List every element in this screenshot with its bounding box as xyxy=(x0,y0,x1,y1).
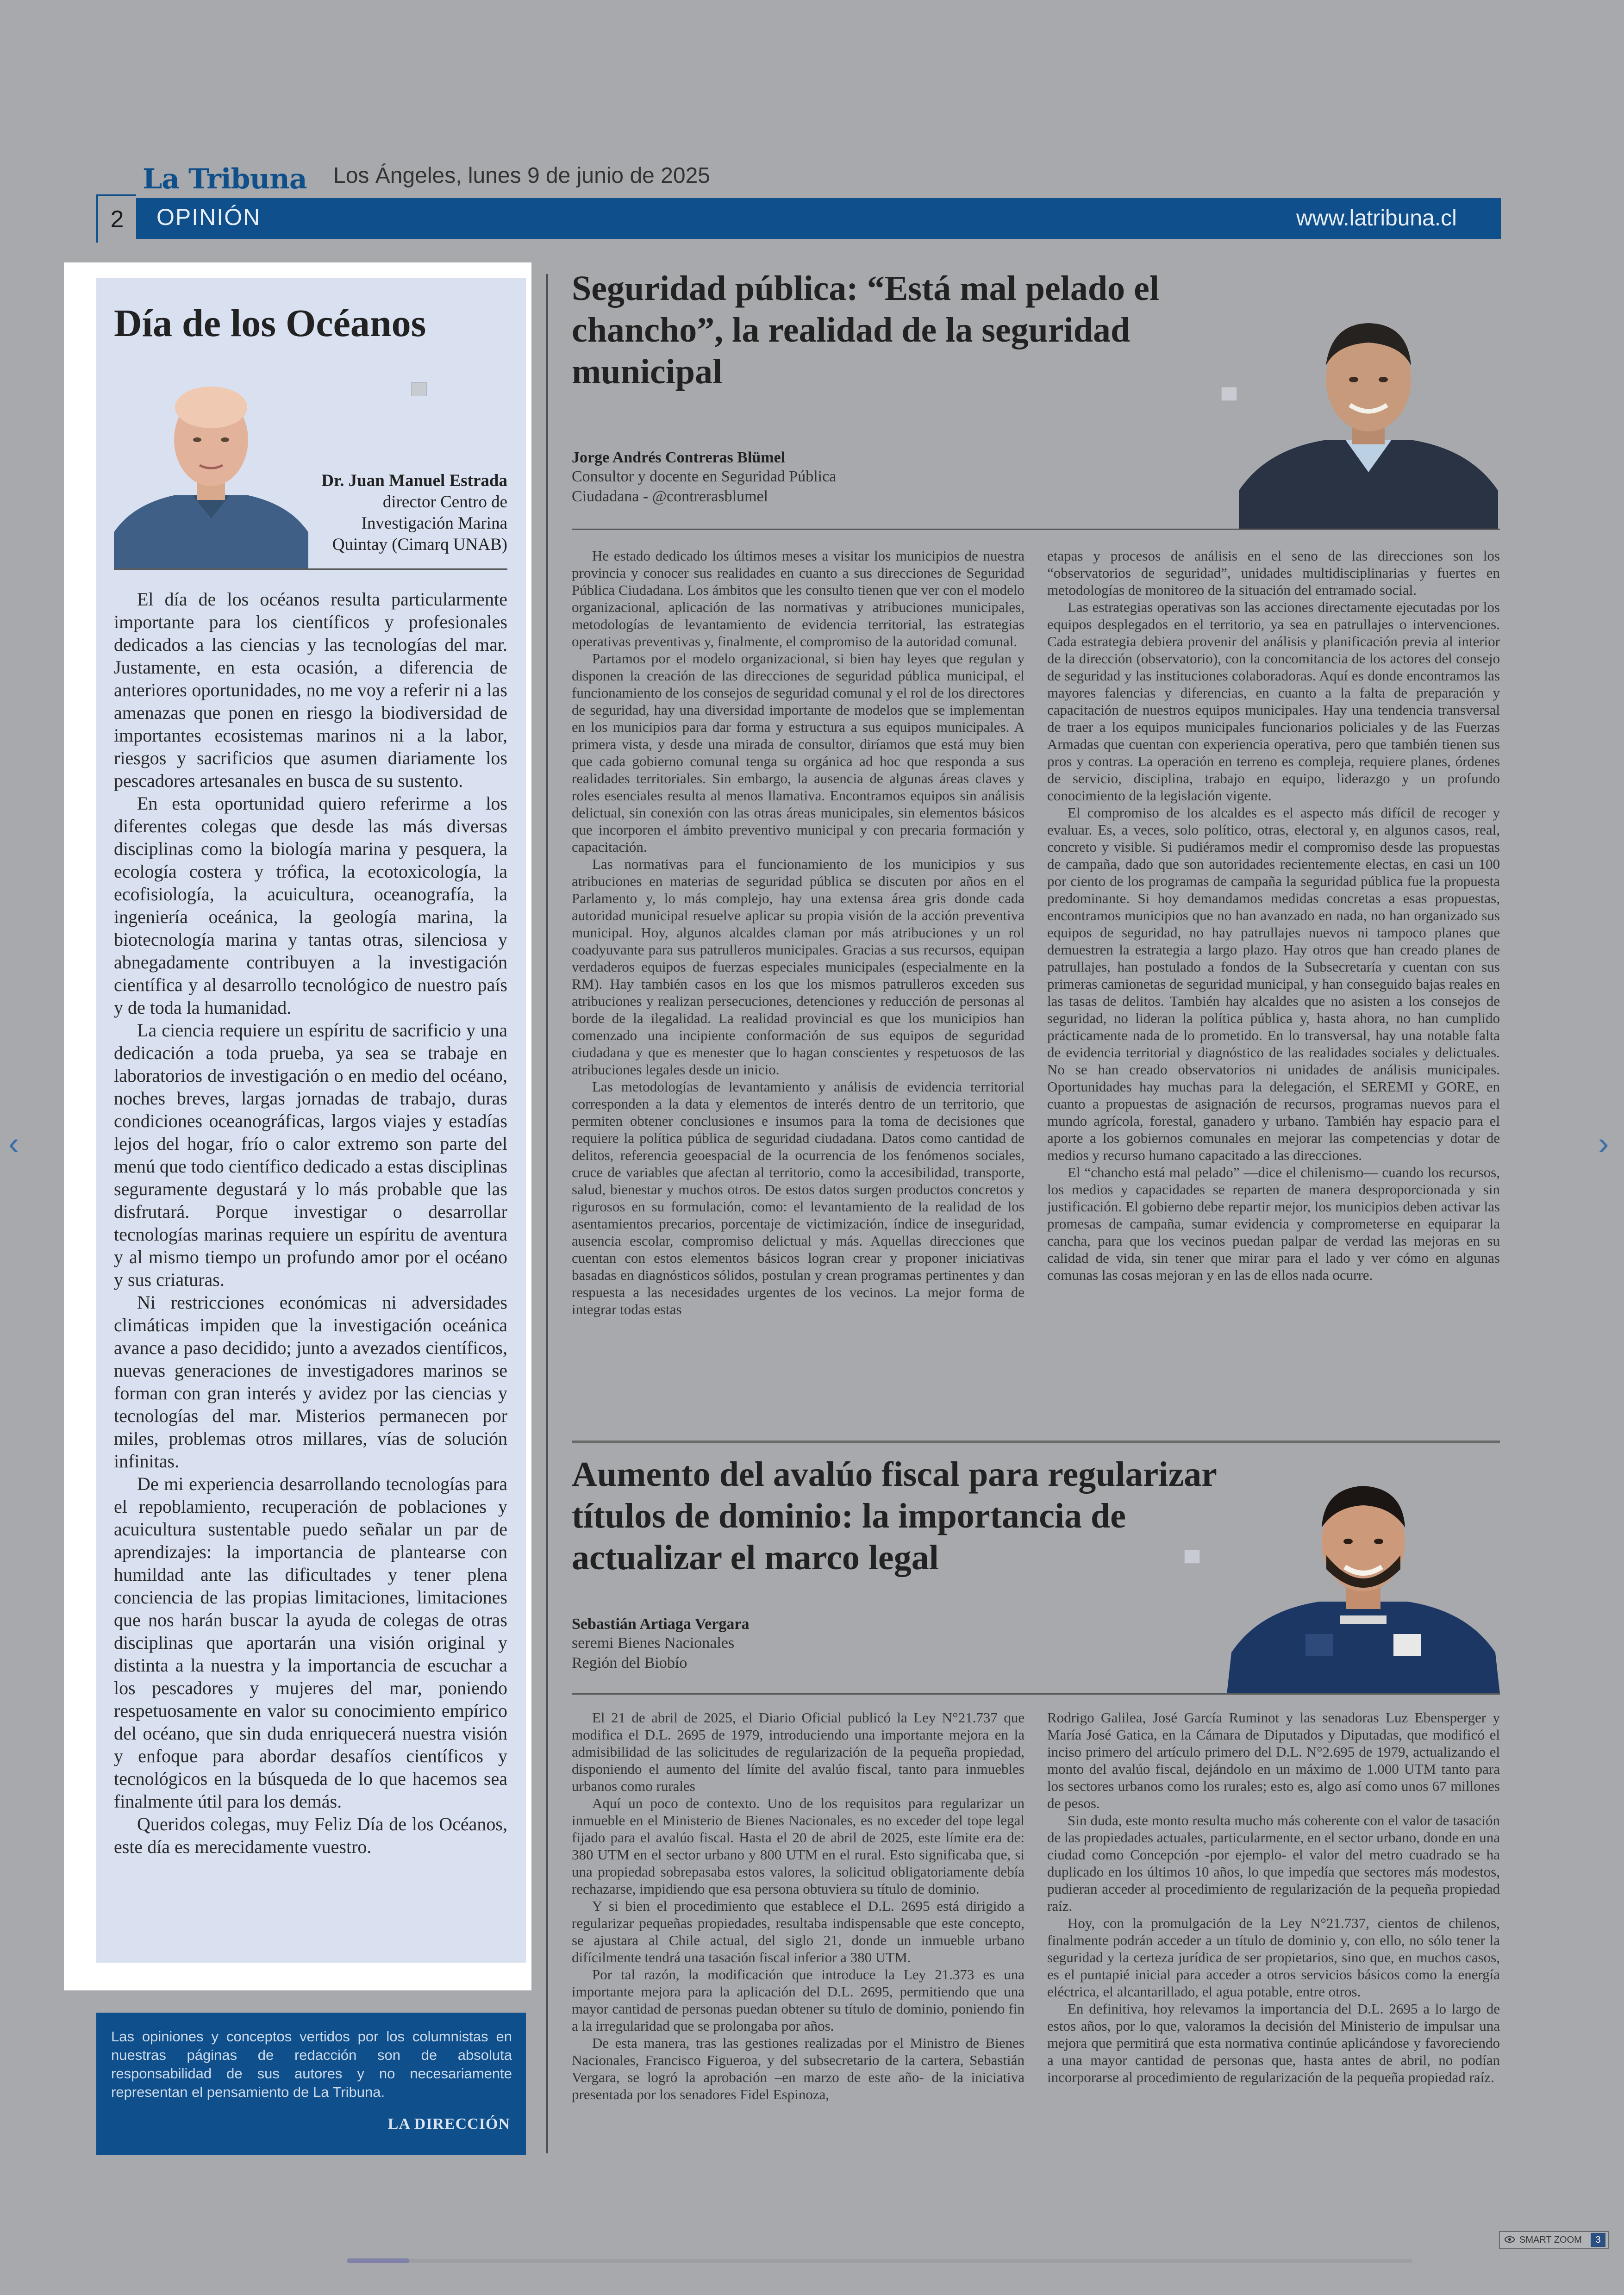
paragraph: Ni restricciones económicas ni adversidades climáticas impiden que la investigación oceánica avance a paso decidido; junto a avezados científicos, nuevas generaciones de investigadores marinos se forman con gran interés y avidez por las ciencias y tecnologías del mar. Misterios permanecen por miles, problemas otros millares, vías de solución infinitas. xyxy=(114,1292,507,1472)
article-separator xyxy=(572,1441,1500,1443)
newspaper-logo: La Tribuna xyxy=(143,163,307,195)
paragraph: Aquí un poco de contexto. Uno de los requisitos para regularizar un inmueble en el Ministerio de Bienes Nacionales, es no exceder del tope legal fijado para el avalúo fiscal. Hasta el 20 de abril de 2025, este límite era de: 380 UTM en el sector urbano y 800 UTM en el rural. Esto significaba que, si una propiedad sobrepasaba estos valores, la solicitud obligatoriamente debía rechazarse, impidiendo que esa persona obtuviera su título de dominio. xyxy=(572,1795,1024,1897)
author-role-line: Consultor y docente en Seguridad Pública xyxy=(572,468,837,485)
column-divider xyxy=(546,274,548,2153)
scrollbar-thumb[interactable] xyxy=(347,2258,409,2263)
paragraph: etapas y procesos de análisis en el seno de las direcciones son los “observatorios de seguridad”, unidades multidisciplinarias y fuertes en metodologías de monitoreo de la situación del entramado social. xyxy=(1047,548,1500,598)
paragraph: Y si bien el procedimiento que establece el D.L. 2695 está dirigido a regularizar pequeñas propiedades, resultaba indispensable que este concepto, se ajustara al Chile actual, del siglo 21, donde un inmueble urbano difícilmente tendrá una tasación fiscal inferior a 380 UTM. xyxy=(572,1898,1024,1965)
article1-body-col1 xyxy=(572,547,1024,1318)
issue-date: Los Ángeles, lunes 9 de junio de 2025 xyxy=(333,163,710,188)
paragraph: Queridos colegas, muy Feliz Día de los Océanos, este día es merecidamente vuestro. xyxy=(114,1814,507,1857)
site-url-link[interactable]: www.latribuna.cl xyxy=(1296,206,1457,231)
article1-body-col2 xyxy=(1047,547,1500,1284)
opinion-column-body xyxy=(114,588,507,1858)
image-marker-icon xyxy=(1184,1550,1200,1564)
paragraph: Las metodologías de levantamiento y análisis de evidencia territorial corresponden a la data y elementos de interés dentro de un territorio, que permiten obtener conclusiones e insumos para la toma de decisiones que requiere la política pública de seguridad ciudadana. Datos como cantidad de delitos, referencia geoespacial de la ocurrencia de los fenómenos sociales, cruce de variables que afectan al territorio, como la accesibilidad, transporte, salud, bienestar y muchos otros. De estos datos surgen productos concretos y rigurosos en su formulación, como: el levantamiento de la realidad de los asentamientos precarios, porcentaje de victimización, índice de inseguridad, ausencia escolar, compromiso delictual y más. Aquellas direcciones que cuentan con estos elementos básicos logran crear y proponer iniciativas basadas en diagnósticos sólidos, postulan y crean programas pertinentes y dan respuesta a las necesidades urgentes de los vecinos. La mejor forma de integrar todas estas xyxy=(572,1079,1024,1317)
paragraph: En definitiva, hoy relevamos la importancia del D.L. 2695 a lo largo de estos años, por lo que, valoramos la decisión del Ministerio de impulsar una mejora que permitirá que esta normativa continúe aplicándose y favoreciendo a una mayor cantidad de personas que, hasta antes de abril, no podían incorporarse al procedimiento de regularización de la pequeña propiedad raíz. xyxy=(1047,2001,1500,2085)
paragraph: En esta oportunidad quiero referirme a los diferentes colegas que desde las más diversas disciplinas como la biología marina y pesquera, la ecología costera y trófica, la ecotoxicología, la ecofisiología, la acuicultura, oceanografía, la ingeniería oceánica, la geología marina, la biotecnología marina y tantas otras, silenciosa y abnegadamente contribuyen a la investigación científica y al desarrollo tecnológico de nuestro país y de toda la humanidad. xyxy=(114,793,507,1018)
editorial-notice-signature: LA DIRECCIÓN xyxy=(387,2115,510,2133)
paragraph: Hoy, con la promulgación de la Ley N°21.737, cientos de chilenos, finalmente podrán acceder a un título de dominio y, con ello, no sólo tener la seguridad y la certeza jurídica de ser propietarios, sino que, en muchos casos, es el puntapié inicial para acceder a otros servicios básicos como la energía eléctrica, el alcantarillado, el agua potable, entre otros. xyxy=(1047,1915,1500,2000)
paragraph: El 21 de abril de 2025, el Diario Oficial publicó la Ley N°21.737 que modifica el D.L. 2695 de 1979, introduciendo una importante mejora en la admisibilidad de las solicitudes de regularización de la pequeña propiedad, disponiendo el aumento del límite del avalúo fiscal, tanto para inmuebles urbanos como rurales xyxy=(572,1709,1024,1794)
author-block-estrada xyxy=(278,470,507,555)
paragraph: Por tal razón, la modificación que introduce la Ley 21.373 es una importante mejora para la aplicación del D.L. 2695, permitiendo que una mayor cantidad de personas puedan obtener su título de dominio, poniendo fin a la irregularidad que se prolongaba por años. xyxy=(572,1966,1024,2034)
article1-byline xyxy=(572,449,1081,506)
author-role-line: Quintay (Cimarq UNAB) xyxy=(332,535,507,554)
paragraph: He estado dedicado los últimos meses a visitar los municipios de nuestra provincia y conocer sus realidades en cuanto a sus direcciones de Seguridad Pública Ciudadana. Los ámbitos que les consulto tienen que ver con el modelo organizacional, aplicación de las normativas y atribuciones municipales, metodologías de levantamiento de evidencia territorial, las estrategias operativas preventivas y, finalmente, el compromiso de la autoridad comunal. xyxy=(572,548,1024,649)
article1-headline: Seguridad pública: “Está mal pelado el chancho”, la realidad de la seguridad municipal xyxy=(572,269,1159,391)
image-marker-icon xyxy=(411,382,427,396)
page-number: 2 xyxy=(96,194,136,243)
smart-zoom-button[interactable] xyxy=(1499,2231,1609,2249)
paragraph: Sin duda, este monto resulta mucho más coherente con el valor de tasación de las propiedades actuales, particularmente, en el sector urbano, donde en una ciudad como Concepción -por ejemplo- el valor del metro cuadrado se ha duplicado en los últimos 10 años, lo que impedía que sectores más modestos, pudieran acceder al procedimiento de regularización de la pequeña propiedad raíz. xyxy=(1047,1812,1500,1914)
paragraph: El día de los océanos resulta particularmente importante para los científicos y profesionales dedicados a las ciencias y las tecnologías del mar. Justamente, en esta ocasión, a diferencia de anteriores oportunidades, no me voy a referir ni a las amenazas que ponen en riesgo la biodiversidad de importantes ecosistemas marinos ni a la labor, riesgos y sacrificios que asumen diariamente los pescadores artesanales en busca de su sustento. xyxy=(114,589,507,791)
zoom-count-badge: 3 xyxy=(1591,2233,1605,2247)
paragraph: Partamos por el modelo organizacional, si bien hay leyes que regulan y disponen la creación de las direcciones de seguridad pública municipal, el funcionamiento de los consejos de seguridad comunal y el rol de los directores de seguridad, hay una diversidad importante de modelos que se implementan en los municipios para dar forma y estructura a sus equipos municipales. A primera vista, y desde una mirada de consultor, diríamos que está muy bien que cada gobierno comunal tenga su orgánica ad hoc que responda a sus realidades territoriales. Sin embargo, la ausencia de algunas áreas claves y roles esenciales resulta al menos llamativa. Encontramos equipos sin análisis delictual, sin conexión con las otras áreas municipales, sin elementos básicos que incorporen el ámbito preventivo municipal y con precaria formación y capacitación. xyxy=(572,650,1024,855)
author-photo-artiaga xyxy=(1227,1463,1500,1694)
paragraph: Las normativas para el funcionamiento de los municipios y sus atribuciones en materias de seguridad pública se discuten por años en el Parlamento y, lo más complejo, hay una extensa área gris donde cada autoridad municipal resuelve aplicar su propia visión de la acción preventiva municipal. Hoy, algunos alcaldes claman por más atribuciones y un rol coadyuvante para sus patrulleros municipales. Gracias a sus recursos, equipan verdaderos equipos de fuerzas especiales municipales (especialmente en la RM). Hay también casos en los que los mismos patrulleros exceden sus atribuciones y realizan persecuciones, detenciones y reducción de personas al borde de la ilegalidad. La realidad provincial es que los municipios han comenzado una incipiente conformación de sus equipos de seguridad ciudadana y que es menester que lo hagan conscientes y respetuosos de las atribuciones legales desde un inicio. xyxy=(572,856,1024,1078)
paragraph: Las estrategias operativas son las acciones directamente ejecutadas por los equipos desplegados en el territorio, ya sea en patrullajes o intervenciones. Cada estrategia debiera provenir del análisis y planificación previa al interior de la dirección (observatorio), con la concomitancia de los actores del consejo de seguridad y las instituciones colaboradoras. Aquí es donde encontramos las mayores falencias y diferencias, en cuanto a la falta de preparación y capacitación de nuestros equipos municipales. Hay una tendencia transversal de traer a los equipos municipales funcionarios policiales y de las Fuerzas Armadas que cuentan con experiencia operativa, pero que también tienen sus pros y contras. La operación en terreno es compleja, requiere planes, órdenes de servicio, disciplina, trabajo en equipo, liderazgo y un profundo conocimiento de la legislación vigente. xyxy=(1047,599,1500,804)
horizontal-scrollbar[interactable] xyxy=(347,2259,1412,2263)
previous-page-arrow-icon[interactable]: ‹ xyxy=(8,1125,19,1161)
author-name: Sebastián Artiaga Vergara xyxy=(572,1615,750,1633)
article2-divider xyxy=(572,1693,1500,1695)
author-divider xyxy=(114,568,507,570)
opinion-column-title: Día de los Océanos xyxy=(114,302,426,345)
article1-divider xyxy=(572,529,1500,530)
paragraph: Rodrigo Galilea, José García Ruminot y las senadoras Luz Ebensperger y María José Gatica, en la Cámara de Diputados y Diputadas, que modificó el inciso primero del artículo primero del D.L. N°2.695 de 1979, actualizando el monto del avalúo fiscal, dejándolo en un máximo de 1.000 UTM tanto para los sectores urbanos como los rurales; esto es, algo así como unos 67 millones de pesos. xyxy=(1047,1709,1500,1811)
paragraph: De esta manera, tras las gestiones realizadas por el Ministro de Bienes Nacionales, Francisco Figueroa, y del subsecretario de la cartera, Sebastián Vergara, se logró la aprobación –en marzo de este año- de la iniciativa presentada por los senadores Fidel Espinoza, xyxy=(572,2035,1024,2102)
author-role-line: Investigación Marina xyxy=(361,514,507,533)
paragraph: El compromiso de los alcaldes es el aspecto más difícil de recoger y evaluar. Es, a veces, solo político, otras, electoral y, en algunos casos, real, concreto y visible. Si pudiéramos medir el compromiso desde las propuestas de campaña, dado que son autoridades recientemente electas, en casi un 100 por ciento de los programas de campaña la seguridad pública fue la propuesta predominante. Si hoy demandamos medidas concretas a esas propuestas, encontramos municipios que no han avanzado en nada, no han organizado sus equipos de seguridad, no hay patrullajes nuevos ni tampoco planes que demuestren la estrategia a largo plazo. Hay otros que han creado planes de patrullajes, han postulado a fondos de la Subsecretaría y cuentan con sus primeras camionetas de seguridad municipal, y han conseguido bajas reales en las tasas de delitos. También hay alcaldes que no asisten a los consejos de seguridad, no lideran la política pública y, hasta ahora, no han cumplido prácticamente nada de lo prometido. En lo transversal, hay una notable falta de evidencia territorial y diagnóstico de las realidades sociales y delictuales. No se han creado observatorios ni unidades de análisis municipales. Oportunidades hay muchas para la delegación, el SEREMI y GORE, en cuanto a propuestas de asignación de recursos, programas nuevos para el mundo agrícola, forestal, ganadero y urbano. También hay espacio para el aporte a los gobiernos comunales en mejorar las competencias y dotar de medios y recurso humano capacitado a las direcciones. xyxy=(1047,804,1500,1163)
author-role-line: director Centro de xyxy=(382,493,507,511)
author-name: Jorge Andrés Contreras Blümel xyxy=(572,449,786,466)
paragraph: La ciencia requiere un espíritu de sacrificio y una dedicación a toda prueba, ya sea se trabaje en laboratorios de investigación o en medio del océano, noches breves, largas jornadas de trabajo, duras condiciones oceanográficas, largos viajes y estadías lejos del hogar, frío o calor extremo son parte del menú que todo científico dedicado a estas disciplinas seguramente degustará y lo más probable que las disfrutará. Porque investigar o desarrollar tecnologías marinas requiere un espíritu de aventura y al mismo tiempo un profundo amor por el océano y sus criaturas. xyxy=(114,1020,507,1290)
image-marker-icon xyxy=(1221,387,1237,401)
paragraph: El “chancho está mal pelado” —dice el chilenismo— cuando los recursos, los medios y capacidades se reparten de manera desproporcionada y sin justificación. El gobierno debe repartir mejor, los municipios deben activar las promesas de campaña, sumar evidencia y comprometerse en equiparar la cancha, para que los vecinos puedan palpar de verdad las mejoras en su calidad de vida, sin tener que mirar para el lado y ver cómo en algunas comunas las cosas mejoran y en las de ellos nada ocurre. xyxy=(1047,1164,1500,1283)
article2-headline: Aumento del avalúo fiscal para regularizar títulos de dominio: la importancia de actualizar el marco legal xyxy=(572,1455,1217,1577)
paragraph: De mi experiencia desarrollando tecnologías para el repoblamiento, recuperación de poblaciones y acuicultura sustentable puedo señalar un par de aprendizajes: la importancia de plantearse con humildad ante las dificultades y tener plena conciencia de las propias limitaciones, limitaciones que nos harán buscar la ayuda de colegas de otras disciplinas que aportarán una visión original y distinta a la nuestra y la importancia de escuchar a los pescadores y mujeres del mar, poniendo respetuosamente en valor su conocimiento empírico del océano, que sin duda enriquecerá nuestra visión y enfoque para abordar desafíos científicos y tecnológicos en la búsqueda de lo que hacemos sea finalmente útil para los demás. xyxy=(114,1473,507,1812)
section-bar xyxy=(96,198,1501,239)
author-role-line: Región del Biobío xyxy=(572,1654,687,1671)
article2-body-col1 xyxy=(572,1709,1024,2103)
smart-zoom-label: SMART ZOOM xyxy=(1519,2234,1582,2245)
next-page-arrow-icon[interactable]: › xyxy=(1598,1125,1609,1161)
section-name: OPINIÓN xyxy=(156,204,261,230)
eye-icon xyxy=(1505,2235,1515,2245)
article2-byline xyxy=(572,1615,1081,1673)
author-role-line: seremi Bienes Nacionales xyxy=(572,1634,735,1652)
author-photo-contreras xyxy=(1239,296,1498,529)
author-name: Dr. Juan Manuel Estrada xyxy=(321,471,507,490)
editorial-notice-text: Las opiniones y conceptos vertidos por los columnistas en nuestras páginas de redacción son de absoluta responsabilidad de sus autores y no necesariamente representan el pensamiento de La Tribuna. xyxy=(111,2028,512,2100)
author-role-line: Ciudadana - @contrerasblumel xyxy=(572,488,768,505)
article2-body-col2 xyxy=(1047,1709,1500,2086)
